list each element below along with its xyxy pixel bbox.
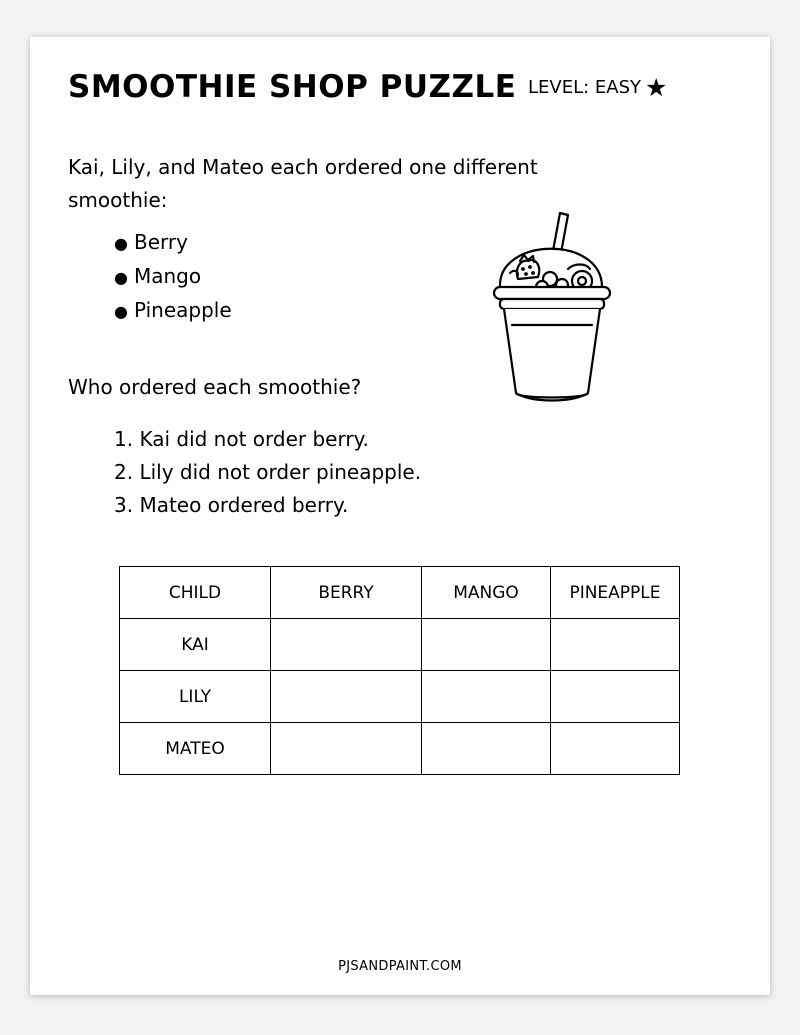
column-header: CHILD: [120, 567, 271, 619]
answer-cell[interactable]: [551, 671, 680, 723]
answer-cell[interactable]: [271, 619, 422, 671]
list-item: ● Pineapple: [114, 294, 232, 328]
answer-cell[interactable]: [422, 723, 551, 775]
answer-cell[interactable]: [271, 723, 422, 775]
smoothie-options-list: [114, 226, 232, 328]
column-header: MANGO: [422, 567, 551, 619]
list-item: ● Berry: [114, 226, 232, 260]
worksheet-page: [30, 37, 770, 995]
difficulty-level: [528, 75, 667, 100]
list-item: 2. Lily did not order pineapple.: [114, 460, 422, 484]
puzzle-question: Who ordered each smoothie?: [68, 375, 362, 399]
answer-cell[interactable]: [551, 723, 680, 775]
answer-cell[interactable]: [551, 619, 680, 671]
list-item: 3. Mateo ordered berry.: [114, 493, 349, 517]
list-item: 1. Kai did not order berry.: [114, 427, 369, 451]
column-header: PINEAPPLE: [551, 567, 680, 619]
star-icon: ★: [645, 73, 668, 102]
site-footer: PJSANDPAINT.COM: [338, 959, 462, 974]
answer-cell[interactable]: [271, 671, 422, 723]
clues-list: [114, 423, 421, 522]
puzzle-intro: Kai, Lily, and Mateo each ordered one different smoothie:: [68, 155, 538, 212]
smoothie-cup-icon: [490, 207, 614, 415]
answer-cell[interactable]: [422, 619, 551, 671]
column-header: BERRY: [271, 567, 422, 619]
answer-grid: [119, 566, 680, 775]
table-row: [120, 619, 680, 671]
table-row: [120, 723, 680, 775]
level-label: LEVEL: EASY: [528, 77, 642, 98]
table-row: [120, 671, 680, 723]
row-label: LILY: [120, 671, 271, 723]
row-label: KAI: [120, 619, 271, 671]
table-header-row: [120, 567, 680, 619]
row-label: MATEO: [120, 723, 271, 775]
list-item: ● Mango: [114, 260, 232, 294]
answer-cell[interactable]: [422, 671, 551, 723]
page-title: SMOOTHIE SHOP PUZZLE: [68, 69, 517, 105]
